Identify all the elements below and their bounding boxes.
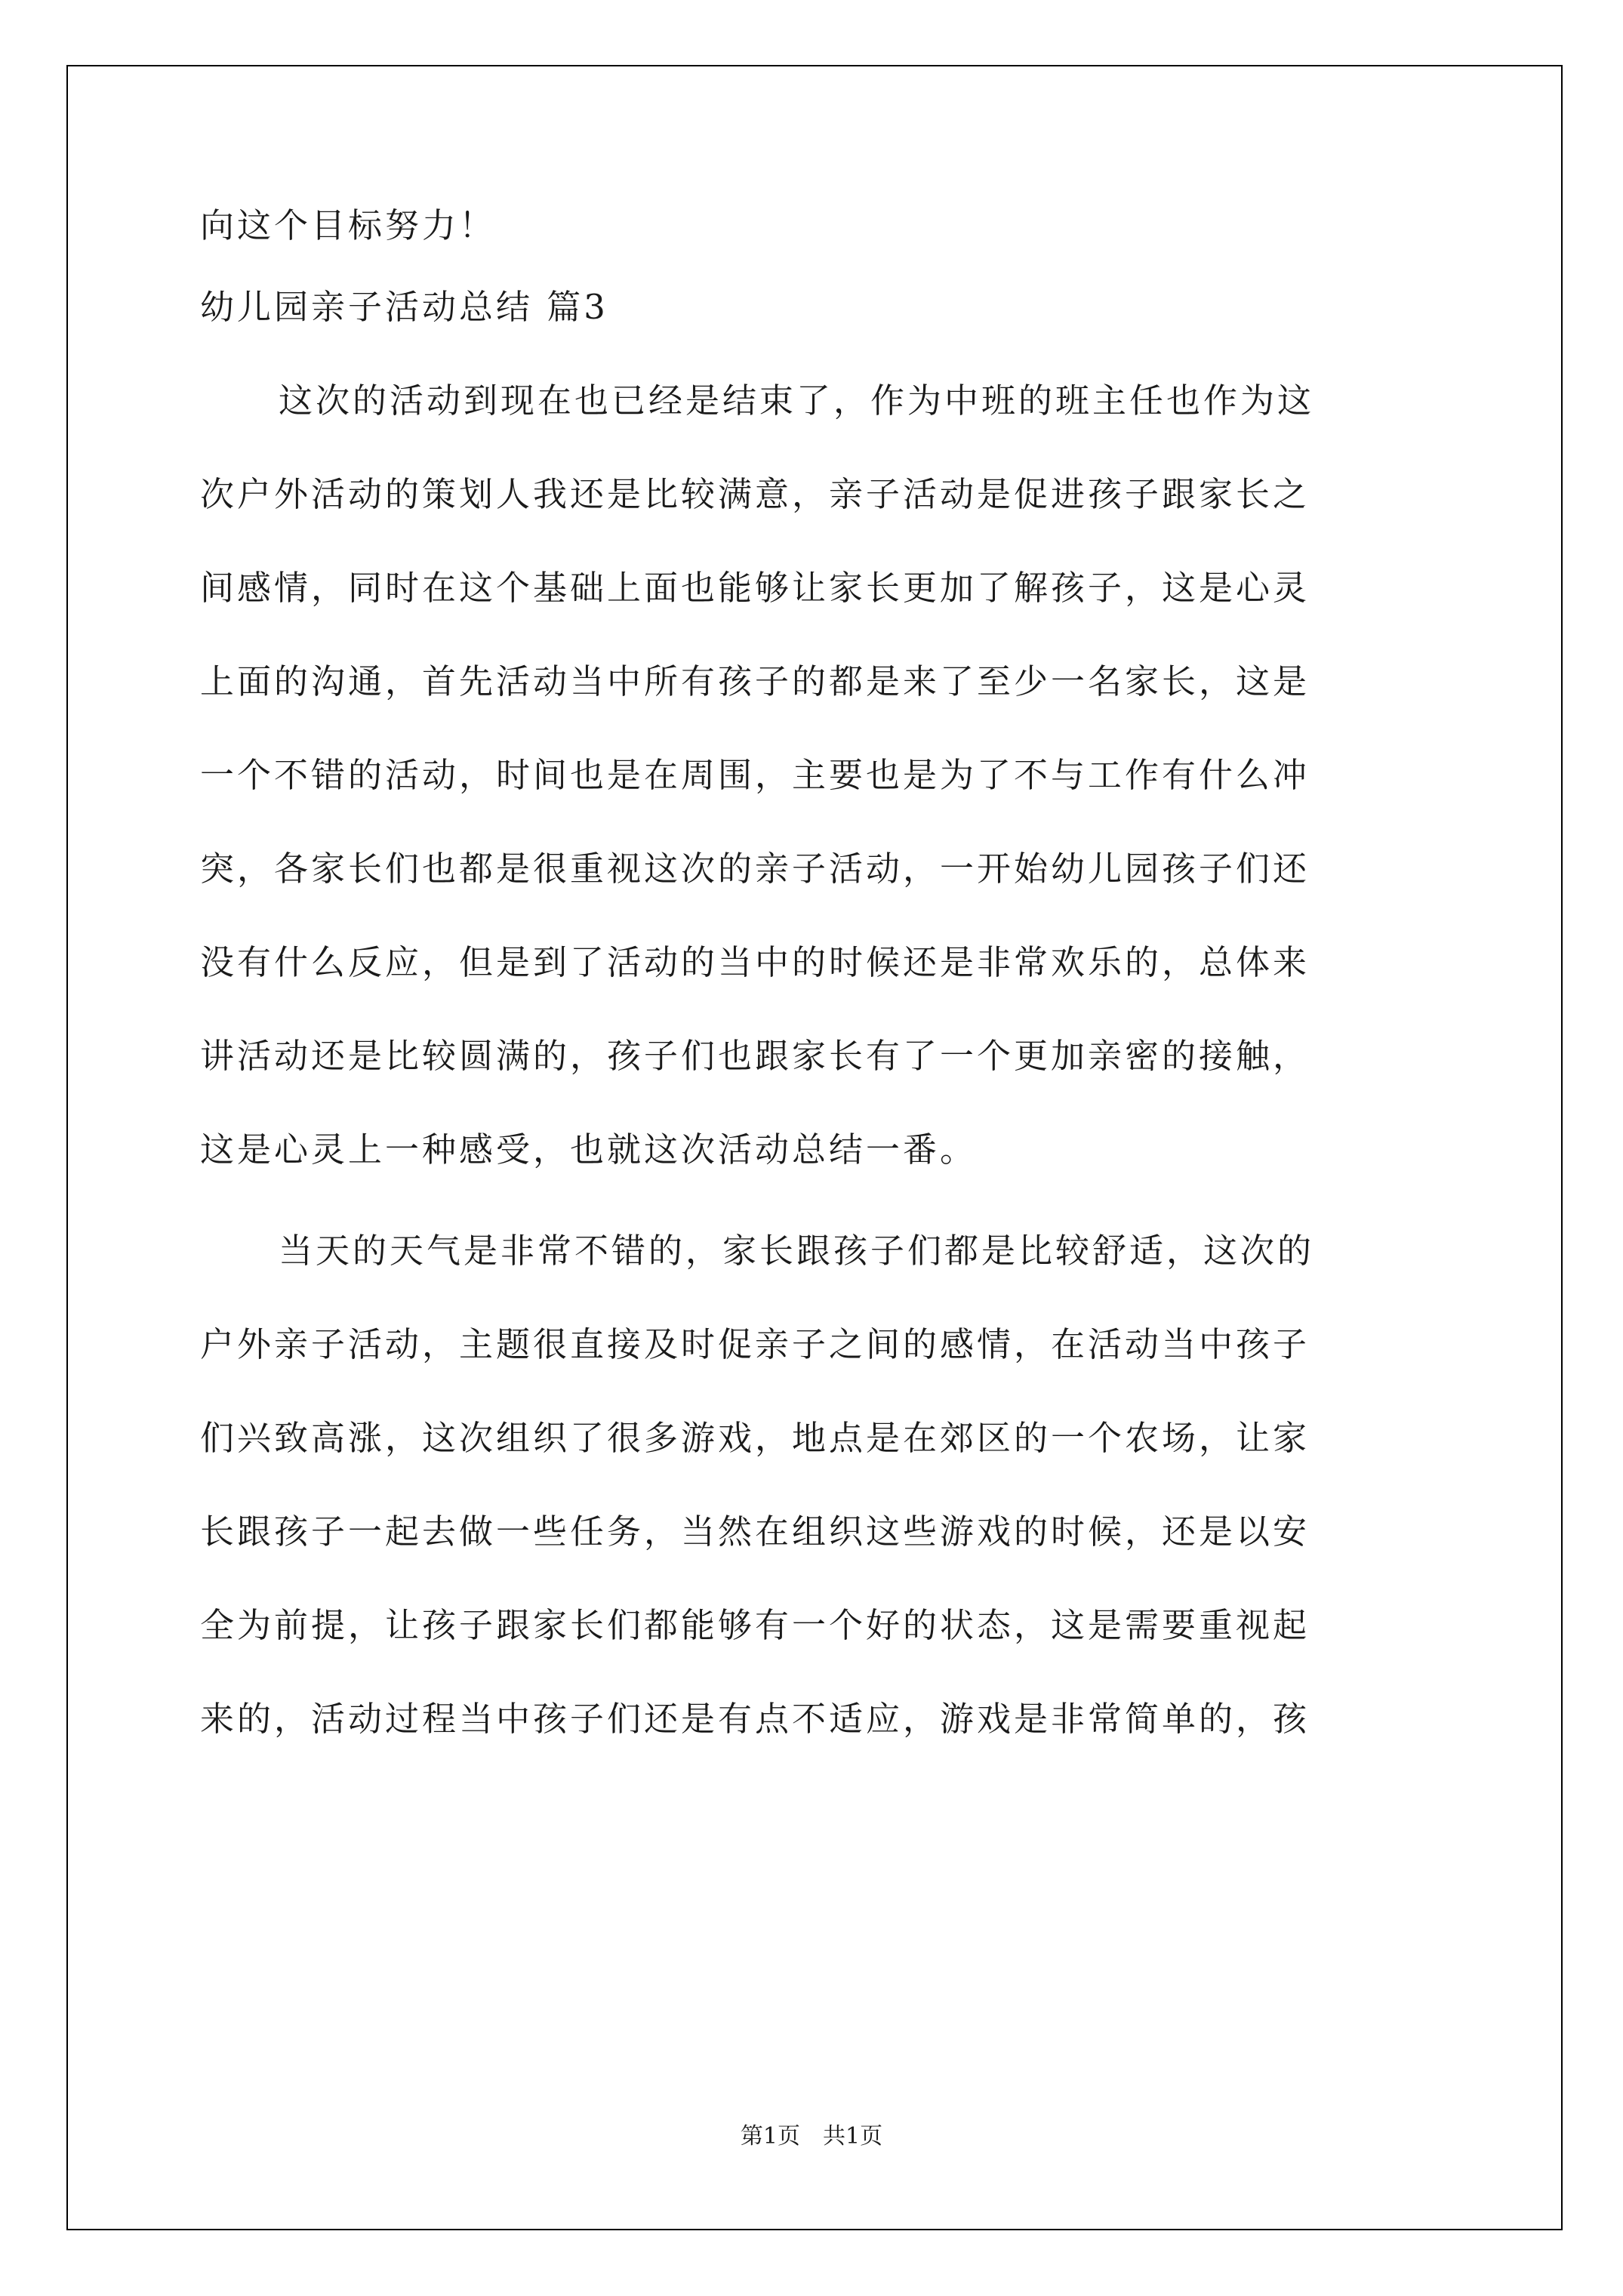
paragraph-line: 们兴致高涨，这次组织了很多游戏，地点是在郊区的一个农场，让家	[200, 1418, 1310, 1458]
paragraph-line: 这是心灵上一种感受，也就这次活动总结一番。	[200, 1130, 978, 1170]
paragraph-line: 来的，活动过程当中孩子们还是有点不适应，游戏是非常简单的，孩	[200, 1699, 1310, 1739]
section-heading: 幼儿园亲子活动总结 篇3	[200, 287, 608, 327]
paragraph-2	[200, 1223, 1434, 1747]
paragraph-line: 长跟孩子一起去做一些任务，当然在组织这些游戏的时候，还是以安	[200, 1512, 1310, 1552]
paragraph-line: 上面的沟通，首先活动当中所有孩子的都是来了至少一名家长，这是	[200, 661, 1310, 701]
document-body	[200, 198, 1434, 1747]
paragraph-line: 次户外活动的策划人我还是比较满意，亲子活动是促进孩子跟家长之	[200, 474, 1310, 514]
paragraph-line: 没有什么反应，但是到了活动的当中的时候还是非常欢乐的，总体来	[200, 942, 1310, 982]
paragraph-line: 讲活动还是比较圆满的，孩子们也跟家长有了一个更加亲密的接触，	[200, 1036, 1310, 1076]
paragraph-1	[200, 373, 1434, 1178]
paragraph-line: 间感情，同时在这个基础上面也能够让家长更加了解孩子，这是心灵	[200, 568, 1310, 608]
paragraph-line: 当天的天气是非常不错的，家长跟孩子们都是比较舒适，这次的	[279, 1231, 1315, 1271]
paragraph-line: 这次的活动到现在也已经是结束了，作为中班的班主任也作为这	[279, 381, 1315, 421]
paragraph-line: 一个不错的活动，时间也是在周围，主要也是为了不与工作有什么冲	[200, 755, 1310, 795]
paragraph-line: 全为前提，让孩子跟家长们都能够有一个好的状态，这是需要重视起	[200, 1605, 1310, 1645]
text-line-closing: 向这个目标努力！	[200, 205, 497, 245]
page-number-footer: 第1页 共1页	[740, 2123, 883, 2150]
paragraph-line: 突，各家长们也都是很重视这次的亲子活动，一开始幼儿园孩子们还	[200, 849, 1310, 889]
paragraph-line: 户外亲子活动，主题很直接及时促亲子之间的感情，在活动当中孩子	[200, 1324, 1310, 1364]
